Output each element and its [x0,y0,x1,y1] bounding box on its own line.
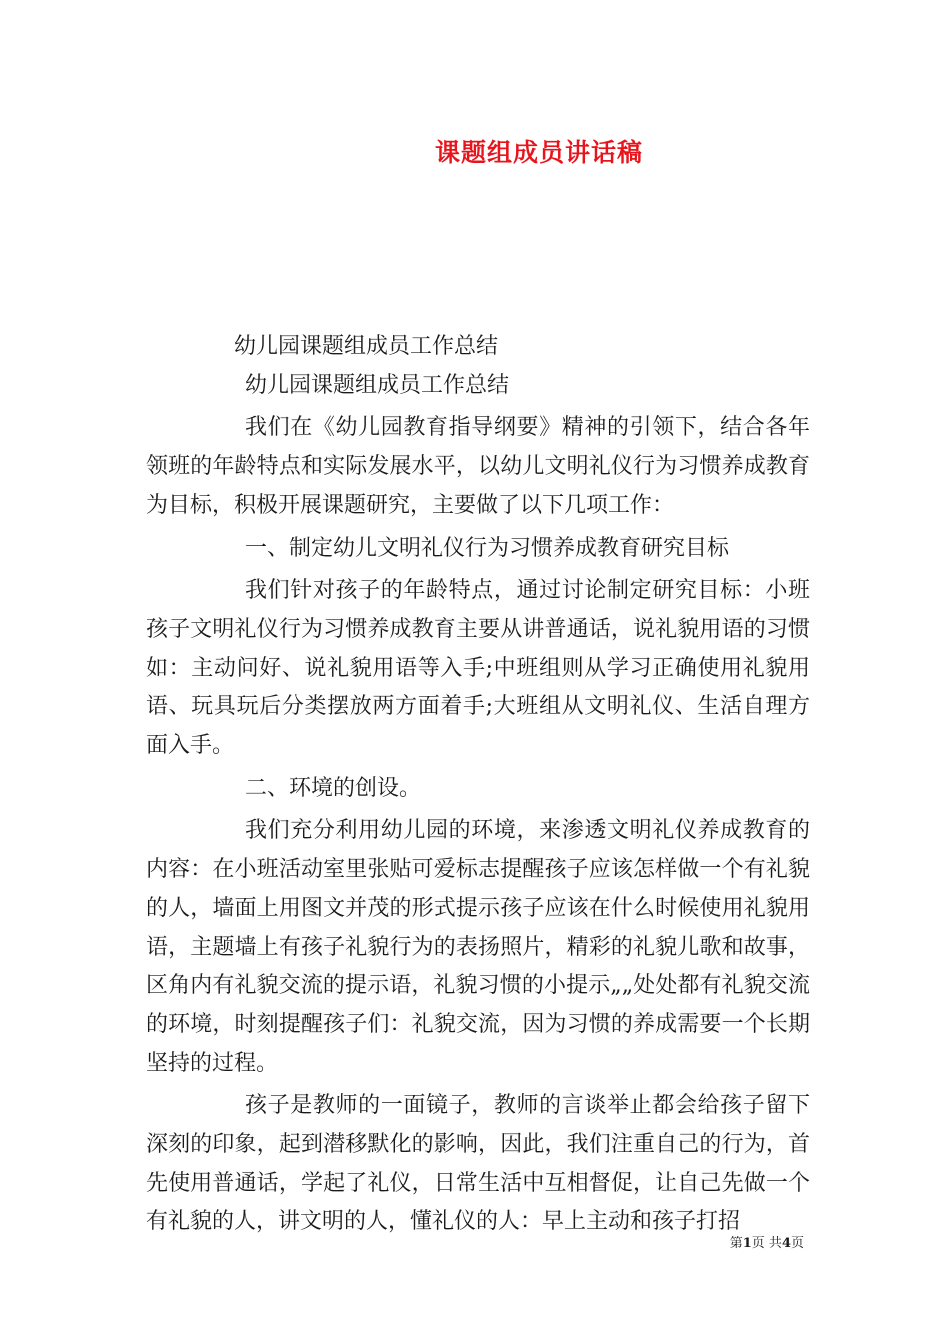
section-heading-2: 二、环境的创设。 [245,775,422,801]
footer-total-pages: 4 [781,1236,791,1251]
paragraph-environment: 我们充分利用幼儿园的环境，来渗透文明礼仪养成教育的内容：在小班活动室里张贴可爱标志提醒孩子应该怎样做一个有礼貌的人，墙面上用图文并茂的形式提示孩子应该在什么时候使用礼貌用语，主题墙上有孩子礼貌行为的表扬照片，精彩的礼貌儿歌和故事，区角内有礼貌交流的提示语，礼貌习惯的小提示„„处处都有礼貌交流的环境，时刻提醒孩子们：礼貌交流，因为习惯的养成需要一个长期坚持的过程。 [146,818,810,1076]
document-title: 课题组成员讲话稿 [434,138,643,167]
footer-suffix: 页 [790,1236,804,1251]
page-footer [730,1232,804,1251]
paragraph-goals: 我们针对孩子的年龄特点，通过讨论制定研究目标：小班孩子文明礼仪行为习惯养成教育主要从讲普通话，说礼貌用语的习惯如：主动问好、说礼貌用语等入手;中班组则从学习正确使用礼貌用语、玩具玩后分类摆放两方面着手;大班组从文明礼仪、生活自理方面入手。 [146,578,810,759]
footer-page-number: 1 [742,1236,752,1251]
section-heading-1: 一、制定幼儿文明礼仪行为习惯养成教育研究目标 [245,535,730,561]
footer-prefix: 第 [729,1236,743,1251]
footer-middle: 页 共 [751,1236,782,1251]
subtitle-line-2: 幼儿园课题组成员工作总结 [245,372,510,398]
paragraph-teacher-mirror: 孩子是教师的一面镜子，教师的言谈举止都会给孩子留下深刻的印象，起到潜移默化的影响，因此，我们注重自己的行为，首先使用普通话，学起了礼仪，日常生活中互相督促，让自己先做一个有礼貌的人，讲文明的人，懂礼仪的人：早上主动和孩子打招 [146,1093,810,1235]
document-body [146,328,810,1246]
subtitle-line-1: 幼儿园课题组成员工作总结 [234,334,499,359]
paragraph-intro: 我们在《幼儿园教育指导纲要》精神的引领下，结合各年领班的年龄特点和实际发展水平，以幼儿文明礼仪行为习惯养成教育为目标，积极开展课题研究，主要做了以下几项工作： [146,415,810,518]
